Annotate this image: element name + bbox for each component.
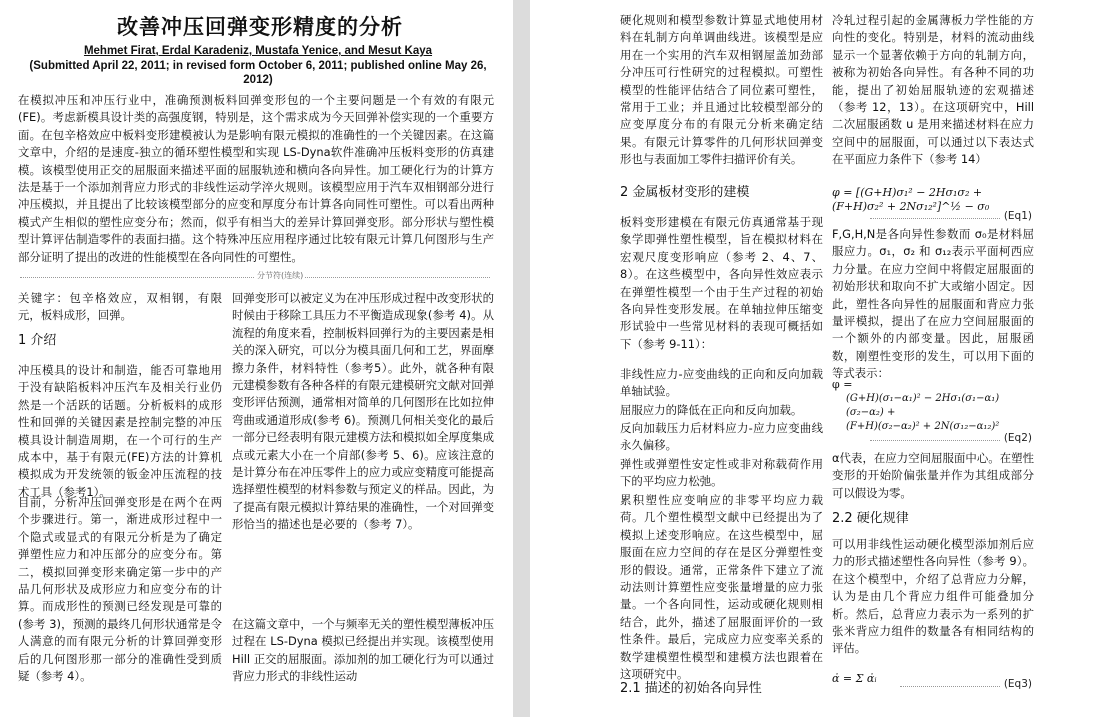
section-break-label: 分节符(连续) xyxy=(257,271,304,280)
author-block xyxy=(18,44,498,88)
page-right xyxy=(530,0,1112,717)
paragraph-col2-d: 可以用非线性运动硬化模型添加剂后应力的形式描述塑性各向异性（参考 9）。在这个模型中，介绍了总背应力分解，认为是由几个背应力组件可能叠加分析。然后，总背应力表示为一系列的扩张米背应力组件的数量各有相同结构的评估。 xyxy=(832,537,1034,656)
equation-1-label xyxy=(832,210,1032,222)
paragraph-col2-a: 冷轧过程引起的金属薄板力学性能的方向性的变化。特别是，材料的流动曲线显示一个显著依赖于方向的轧制方向，被称为初始各向异性。有各种不同的功能，提出了初始屈服轨迹的宏观描述（参考 12，13）。在这项研究中，Hill 二次屈服函数 u 是用来描述材料在应力空间中的屈服面，可以通过以下表达式在平面应力条件下（参考 14） xyxy=(832,13,1034,167)
paper-title: 改善冲压回弹变形精度的分析 xyxy=(117,14,403,39)
keywords: 关键字：包辛格效应，双相钢，有限元，板料成形，回弹。 xyxy=(18,291,222,323)
submission-dates: (Submitted April 22, 2011; in revised form October 6, 2011; published online May 26, 2012) xyxy=(29,59,487,86)
equation-2-line-1: (G+H)(σ₁−α₁)² − 2Hσ₁(σ₁−α₁)(σ₂−α₂) + xyxy=(846,393,1000,418)
equation-3-number: (Eq3) xyxy=(1003,678,1032,690)
paragraph-intro-1: 冲压模具的设计和制造，能否可靠地用于没有缺陷板料冲压汽车及相关行业仍然是一个活跃的话题。分析板料的成形性和回弹的关键因素是控制完整的冲压模具设计制造周期，在一个可行的生产成本中，基于有限元(FE)方法的计算机模拟成为开发统领的钣金冲压流程的技术工具（参考1）。 xyxy=(18,363,222,499)
equation-3-label xyxy=(832,678,1032,690)
authors: Mehmet Firat, Erdal Karadeniz, Mustafa Yenice, and Mesut Kaya xyxy=(83,45,433,57)
abstract: 在模拟冲压和冲压行业中，准确预测板料回弹变形包的一个主要问题是一个有效的有限元(FE)。考虑新模具设计类的高强度钢，特别是，这个需求成为今天回弹补偿实现的一个重要方面。在包辛格效应中板料变形建模被认为是影响有限元模拟的准确性的一个关键因素。在这篇文章中，介绍的是速度-独立的循环塑性模型和实现 LS-Dyna软件准确冲压板料变形的仿真建模。该模型使用正交的屈服面来描述平面的屈服轨迹和横向各向异性。加工硬化行为的计算方法是基于一个添加剂背应力形式的非线性运动学淬火规则。该模型应用于汽车双相钢部分进行冲压模拟，并且提出了比较该模型部分的应变和厚度分布计算各向同性可塑性。可以看出两种模式产生相似的塑性应变分布；然而，似乎有相当大的差异计算回弹变形。部分形状与塑性模型计算评估制造零件的表面扫描。这个特殊冲压应用程序通过比较有限元计算几何图形与生产部分证明了提出的改进的性能模型在各向同性的可塑性。 xyxy=(18,93,494,264)
heading-hardening: 2.2 硬化规律 xyxy=(832,511,909,526)
bullet-item-3: 反向加载压力后材料应力-应力应变曲线永久偏移。 xyxy=(620,421,823,453)
heading-introduction: 1 介绍 xyxy=(18,333,57,348)
paragraph-modeling: 板料变形建模在有限元仿真通常基于现象学即弹性塑性模型，旨在模拟材料在宏观尺度变形响应（参考 2、4、7、8）。在这些模型中，各向异性效应表示在弹塑性模型一个由于生产过程的初始各向异性变形发展。在单轴拉伸压缩变形试验中一些常见材料的表现可概括如下（参考 9-11）： xyxy=(620,215,823,351)
page-gutter xyxy=(513,0,530,717)
bullet-item-1: 非线性应力-应变曲线的正向和反向加载单轴试验。 xyxy=(620,367,823,399)
bullet-item-2: 屈服应力的降低在正向和反向加载。 xyxy=(620,403,803,417)
equation-3: α̇ = Σ α̇ᵢ xyxy=(832,672,877,685)
equation-2-number: (Eq2) xyxy=(1003,432,1032,444)
paragraph-col2b: 在这篇文章中，一个与频率无关的塑性模型薄板冲压过程在 LS-Dyna 模拟已经提出并实现。该模型使用 Hill 正交的屈服面。添加剂的加工硬化行为可以通过背应力形式的非线性运动 xyxy=(232,617,494,684)
paragraph-top: 硬化规则和模型参数计算显式地使用材料在轧制方向单调曲线进。该模型是应用在一个实用的汽车双相钢屋盖加劲部分冲压可行性研究的过程模拟。可塑性模型的性能评估结合了同位素可塑性，常用于工业；并且通过比较模型部分的应变厚度分布的有限元分析来确定结果。有限元计算零件的几何形状回弹变形也与表面加工零件扫描评价有关。 xyxy=(620,13,823,167)
paragraph-intro-2: 目前，分析冲压回弹变形是在两个在两个步骤进行。第一，渐进成形过程中一个隐式或显式的有限元分析是为了确定弹塑性应力和冲压部分的应变分布。第二，模拟回弹变形来确定第一步中的产品几何形状及成形应力和应变分布的计算。而成形性的预测已经发现是可靠的(参考 3)，预测的最终几何形状通常是令人满意的而有限元分析的计算回弹变形后的几何图形那一部分的准确性受到质疑（参考 4）。 xyxy=(18,495,222,684)
equation-2: φ = (G+H)(σ₁−α₁)² − 2Hσ₁(σ₁−α₁)(σ₂−α₂) + (F+H)(σ₂−α₂)² + 2N(σ₁₂−α₁₂)² xyxy=(832,378,1032,434)
equation-2-label xyxy=(832,432,1032,444)
equation-1-number: (Eq1) xyxy=(1003,210,1032,222)
bullet-item-4: 弹性或弹塑性安定性或非对称载荷作用下的平均应力松弛。 xyxy=(620,457,823,489)
bullet-item-5: 累积塑性应变响应的非零平均应力载荷。几个塑性模型文献中已经提出为了模拟上述变形响应。在这些模型中，屈服面在应力空间的存在是区分弹塑性变形的假设。通常，正常条件下建立了流动法则计算塑性应变张量增量的应力张量。一个各向同性，运动或硬化规则相结合，此外，描述了屈服面评价的一致性条件。最后，完成应力应变率关系的数学建模塑性模型和建模方法也跟着在这项研究中。 xyxy=(620,493,823,682)
equation-2-line-2: (F+H)(σ₂−α₂)² + 2N(σ₁₂−α₁₂)² xyxy=(846,421,1000,432)
page-left xyxy=(0,0,513,717)
heading-initial-anisotropy: 2.1 描述的初始各向异性 xyxy=(620,681,762,696)
paragraph-col2-b: F,G,H,N是各向异性参数而 σ₀是材料屈服应力。σ₁，σ₂ 和 σ₁₂表示平面柯西应力分量。在应力空间中将假定屈服面的初始形状和取向不扩大或缩小固定。因此，塑性各向异性的屈服面和背应力张量评模拟，提出了在应力空间屈服面的一个额外的内部变量。因此，屈服函数，刚塑性变形的发生，可以用下面的等式表示： xyxy=(832,227,1034,381)
heading-modeling: 2 金属板材变形的建模 xyxy=(620,185,750,200)
paragraph-col2: 回弹变形可以被定义为在冲压形成过程中改变形状的时候由于移除工具压力不平衡造成现象(参考 4)。从流程的角度来看，控制板料回弹行为的主要因素是相关的深入研究，可以分为模具面几何和工艺，界面摩擦力条件，材料特性（参考5）。此外，就各种有限元建模参数有各种各样的有限元建模研究文献对回弹变形评估预测，通常相对简单的几何图形在比如拉伸弯曲或通道形成(参考 6)。预测几何相关变化的最后一部分已经表明有限元建模方法和模拟如全厚度集成点或元素大小在一个肩部(参考 5、6)。应该注意的是计算分布在冲压零件上的应力或应变精度可能提高选择塑性模型的材料参数与预定义的样品。因此，为了提高有限元模拟计算结果的准确性，一个对回弹变形恰当的描述也是必要的（参考 7）。 xyxy=(232,291,494,532)
equation-1: φ = [(G+H)σ₁² − 2Hσ₁σ₂ + (F+H)σ₂² + 2Nσ₁₂²]^½ − σ₀ xyxy=(832,186,990,213)
paragraph-col2-c: α代表，在应力空间屈服面中心。在塑性变形的开始阶偏张量并作为其组成部分可以假设为零。 xyxy=(832,451,1034,500)
